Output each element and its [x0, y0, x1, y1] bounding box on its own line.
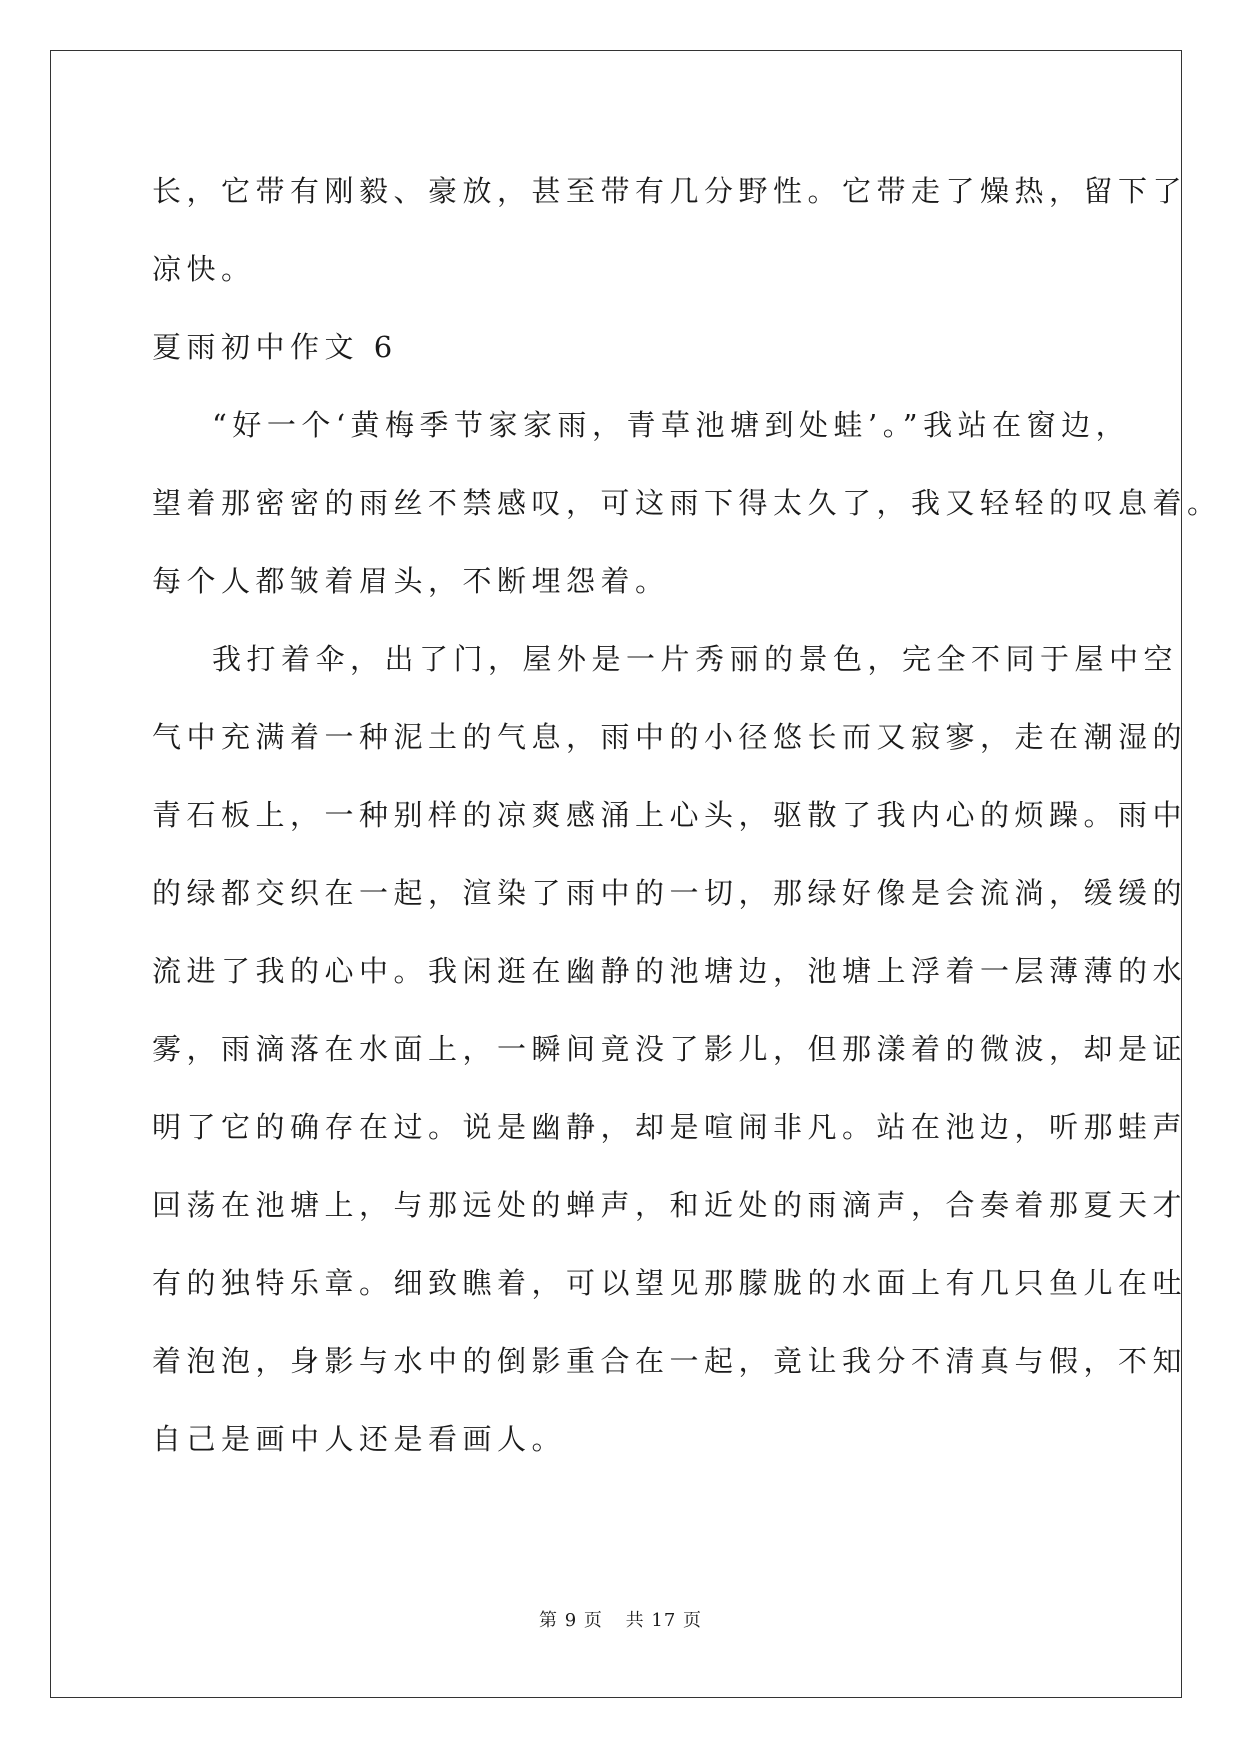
text-line: 着泡泡，身影与水中的倒影重合在一起，竟让我分不清真与假，不知 — [152, 1344, 1188, 1378]
page-footer — [0, 1606, 1241, 1632]
text-line: “好一个‘黄梅季节家家雨，青草池塘到处蛙’。”我站在窗边， — [212, 408, 1131, 442]
text-line: 回荡在池塘上，与那远处的蝉声，和近处的雨滴声，合奏着那夏天才 — [152, 1188, 1188, 1222]
text-line: 气中充满着一种泥土的气息，雨中的小径悠长而又寂寥，走在潮湿的 — [152, 720, 1188, 754]
text-line: 我打着伞，出了门，屋外是一片秀丽的景色，完全不同于屋中空 — [212, 642, 1179, 676]
document-body — [152, 152, 1222, 1478]
text-line: 有的独特乐章。细致瞧着，可以望见那朦胧的水面上有几只鱼儿在吐 — [152, 1266, 1188, 1300]
text-line: 每个人都皱着眉头，不断埋怨着。 — [152, 564, 670, 598]
text-line: 流进了我的心中。我闲逛在幽静的池塘边，池塘上浮着一层薄薄的水 — [152, 954, 1188, 988]
text-line: 凉快。 — [152, 252, 256, 286]
total-pages: 共 17 页 — [625, 1610, 702, 1631]
section-heading: 夏雨初中作文 6 — [152, 330, 398, 364]
text-line: 长，它带有刚毅、豪放，甚至带有几分野性。它带走了燥热，留下了 — [152, 174, 1188, 208]
text-line: 雾，雨滴落在水面上，一瞬间竟没了影儿，但那漾着的微波，却是证 — [152, 1032, 1188, 1066]
text-line: 青石板上，一种别样的凉爽感涌上心头，驱散了我内心的烦躁。雨中 — [152, 798, 1188, 832]
text-line: 明了它的确存在过。说是幽静，却是喧闹非凡。站在池边，听那蛙声 — [152, 1110, 1188, 1144]
page-number: 第 9 页 — [539, 1610, 603, 1631]
text-line: 的绿都交织在一起，渲染了雨中的一切，那绿好像是会流淌，缓缓的 — [152, 876, 1188, 910]
text-line: 自己是画中人还是看画人。 — [152, 1422, 567, 1456]
text-line: 望着那密密的雨丝不禁感叹，可这雨下得太久了，我又轻轻的叹息着。 — [152, 486, 1222, 520]
